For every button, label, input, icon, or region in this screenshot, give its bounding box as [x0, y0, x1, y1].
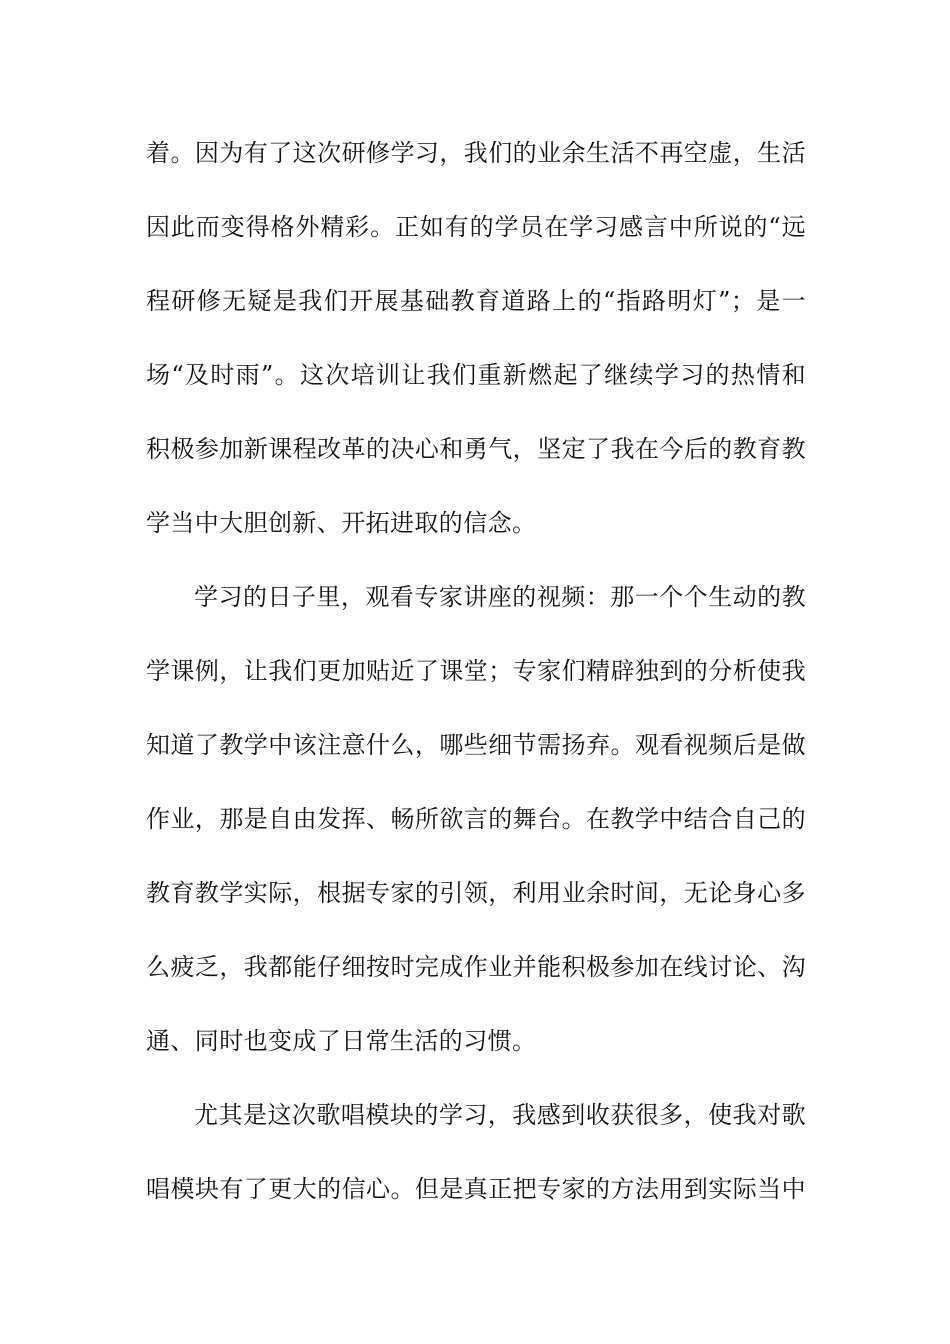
paragraph-line: 教育教学实际，根据专家的引领，利用业余时间，无论身心多	[146, 879, 806, 907]
paragraph-line: 程研修无疑是我们开展基础教育道路上的“指路明灯”；是一	[146, 287, 806, 315]
paragraph-first-line: 学习的日子里，观看专家讲座的视频：那一个个生动的教	[194, 583, 806, 611]
paragraph-first-line: 尤其是这次歌唱模块的学习，我感到收获很多，使我对歌	[194, 1101, 806, 1129]
paragraph-line: 因此而变得格外精彩。正如有的学员在学习感言中所说的“远	[146, 213, 806, 241]
paragraph-line: 作业，那是自由发挥、畅所欲言的舞台。在教学中结合自己的	[146, 805, 806, 833]
paragraph-line: 着。因为有了这次研修学习，我们的业余生活不再空虚，生活	[146, 139, 806, 167]
paragraph-line: 通、同时也变成了日常生活的习惯。	[146, 1027, 537, 1055]
paragraph-line: 积极参加新课程改革的决心和勇气，坚定了我在今后的教育教	[146, 435, 806, 463]
paragraph-line: 学当中大胆创新、开拓进取的信念。	[146, 509, 537, 537]
paragraph-line: 唱模块有了更大的信心。但是真正把专家的方法用到实际当中	[146, 1175, 806, 1203]
paragraph-line: 知道了教学中该注意什么，哪些细节需扬弃。观看视频后是做	[146, 731, 806, 759]
paragraph-line: 学课例，让我们更加贴近了课堂；专家们精辟独到的分析使我	[146, 657, 806, 685]
paragraph-line: 场“及时雨”。这次培训让我们重新燃起了继续学习的热情和	[146, 361, 806, 389]
paragraph-line: 么疲乏，我都能仔细按时完成作业并能积极参加在线讨论、沟	[146, 953, 806, 981]
